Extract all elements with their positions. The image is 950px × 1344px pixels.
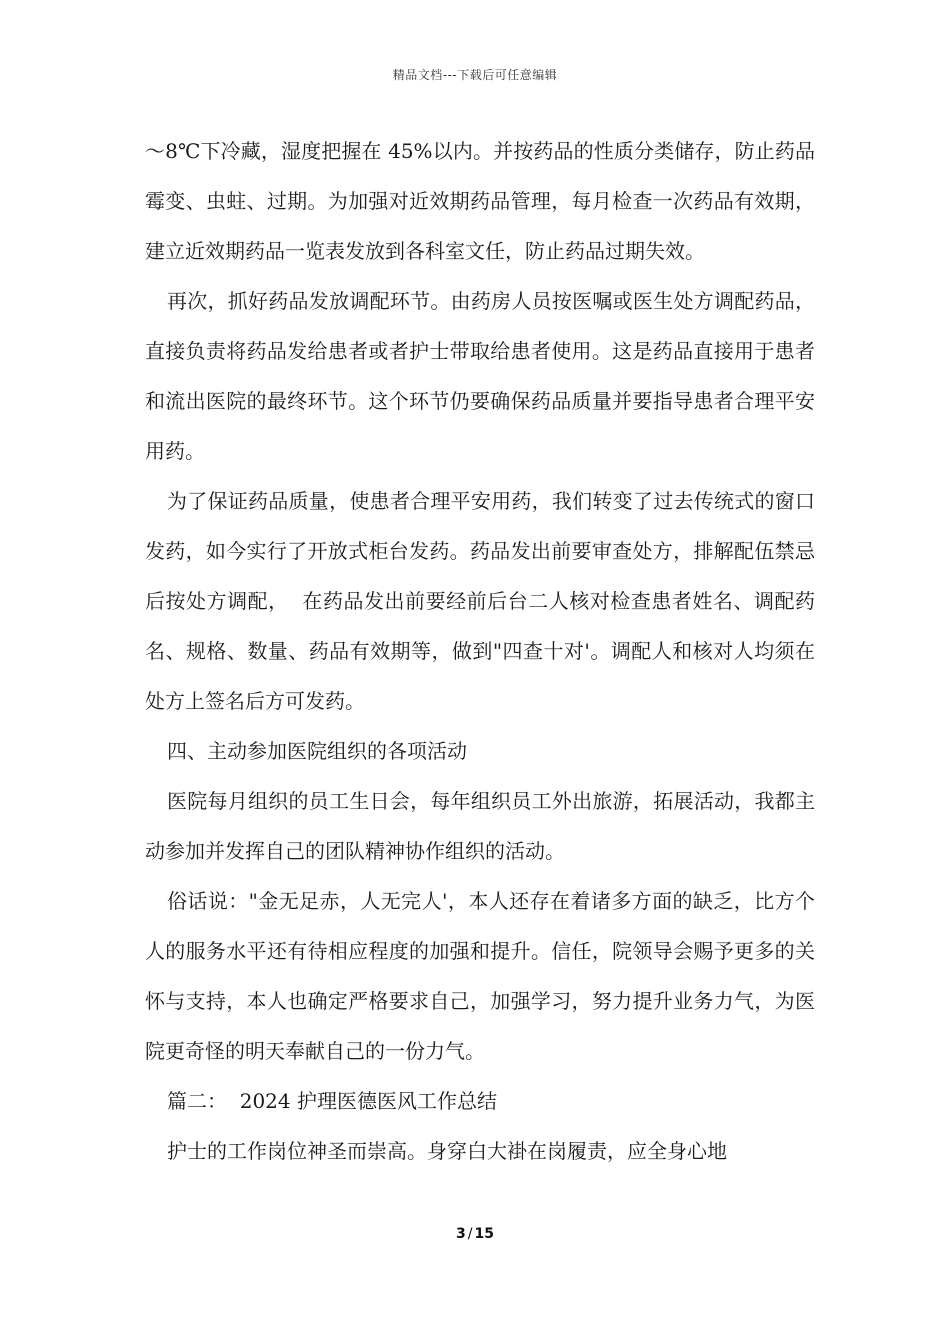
current-page-number: 3: [456, 1226, 466, 1242]
document-body: [145, 126, 815, 1176]
paragraph-activities: 医院每月组织的员工生日会，每年组织员工外出旅游，拓展活动，我都主动参加并发挥自己的团队精神协作组织的活动。: [145, 789, 815, 863]
paragraph-nursing-intro: 护士的工作岗位神圣而崇高。身穿白大褂在岗履责，应全身心地: [167, 1139, 727, 1163]
page-header: 精品文档---下载后可任意编辑: [392, 68, 558, 82]
paragraph-self-assessment: 俗话说："金无足赤，人无完人'，本人还存在着诸多方面的缺乏，比方个人的服务水平还有待相应程度的加强和提升。信任，院领导会赐予更多的关怀与支持，本人也确定严格要求自己，加强学习，努力提升业务力气，为医院更奇怪的明天奉献自己的一份力气。: [145, 889, 815, 1063]
page-number: [0, 1226, 950, 1242]
paragraph-quality-assurance: 为了保证药品质量，使患者合理平安用药，我们转变了过去传统式的窗口发药，如今实行了开放式柜台发药。药品发出前要审查处方，排解配伍禁忌后按处方调配， 在药品发出前要经前后台二人核对检查患者姓名、调配药名、规格、数量、药品有效期等，做到"四查十对'。调配人和核对人均须在处方上签名后方可发药。: [145, 489, 815, 713]
paragraph-dispensing: 再次，抓好药品发放调配环节。由药房人员按医嘱或医生处方调配药品，直接负责将药品发给患者或者护士带取给患者使用。这是药品直接用于患者和流出医院的最终环节。这个环节仍要确保药品质量并要指导患者合理平安用药。: [145, 289, 815, 463]
paragraph-storage: ～8℃下冷藏，湿度把握在 45%以内。并按药品的性质分类储存，防止药品霉变、虫蛀、过期。为加强对近效期药品管理，每月检查一次药品有效期，建立近效期药品一览表发放到各科室文任，防止药品过期失效。: [145, 139, 815, 263]
page-separator: /: [467, 1226, 473, 1242]
section-heading-activities: 四、主动参加医院组织的各项活动: [167, 739, 467, 763]
section-heading-part-two: 篇二： 2024 护理医德医风工作总结: [167, 1089, 497, 1113]
total-page-count: 15: [474, 1226, 494, 1242]
